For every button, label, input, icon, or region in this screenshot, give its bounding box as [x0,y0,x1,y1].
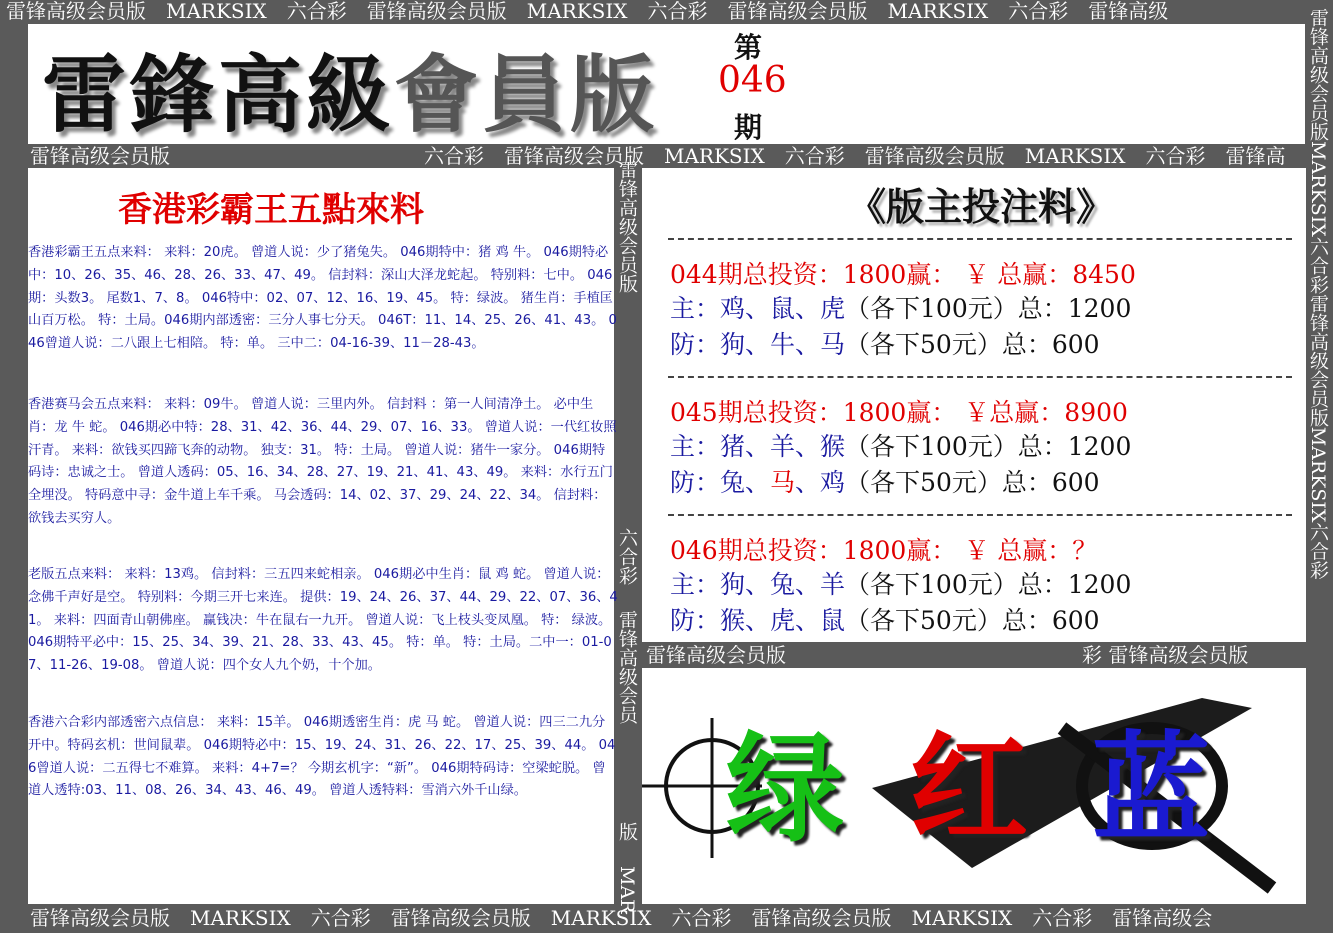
lower-banner-right: 彩 雷锋高级会员版 [1082,643,1249,667]
main-zodiacs: 鸡、鼠、虎 [720,294,846,323]
dashed-divider [668,376,1292,378]
center-vertical-banner-4: 版 [616,822,638,841]
dashed-divider [668,238,1292,240]
bet-guard-044 [670,330,1100,360]
bet-summary-044: 044期总投资：1800赢： ￥ 总赢：8450 [670,260,1136,289]
bet-summary-046: 046期总投资：1800赢： ￥ 总赢：？ [670,536,1098,565]
bottom-banner: 雷锋高级会员版 MARKSIX 六合彩 雷锋高级会员版 MARKSIX 六合彩 雷锋高级会员版 MARKSIX 六合彩 雷锋高级会 [30,906,1213,930]
center-vertical-banner-5: MAR [616,866,638,914]
guard-zodiacs-c: 、鸡 [795,468,846,497]
left-info-panel [28,168,618,904]
right-bet-panel [642,168,1306,642]
guard-label: 防： [670,330,721,359]
guard-zodiacs: 狗、牛、马 [720,330,846,359]
center-vertical-banner-3: 雷锋高级会员 [616,610,638,724]
bet-main-045 [670,432,1131,462]
right-panel-title: 《版主投注料》 [848,185,1115,229]
guard-stake: （各下50元）总：600 [845,330,1100,359]
mid-banner-left: 雷锋高级会员版 [30,144,510,168]
left-panel-title: 香港彩霸王五點來料 [118,190,424,230]
red-wave-glyph: 红 [910,720,1029,858]
blue-wave-glyph: 蓝 [1092,720,1211,858]
main-label: 主： [670,570,721,599]
right-vertical-banner: 雷锋高级会员版MARKSIX六合彩雷锋高级会员版MARKSIX六合彩 [1307,8,1329,580]
issue-prefix: 第 [734,31,763,64]
guard-label: 防： [670,468,721,497]
center-vertical-banner-2: 六合彩 [616,528,638,585]
bet-main-044 [670,294,1131,324]
title-part-b: 會員版 [394,46,659,144]
info-paragraph-3: 老版五点来料： 来料：13鸡。 信封料：三五四来蛇相亲。 046期必中生肖：鼠 鸡 蛇。 曾道人说：念佛千声好是空。 特别料：今期三开七来连。 提供：19、24、26、37、44、29、22、07、36、41。 来料：四面青山朝佛座。 赢钱决：牛在鼠右一九开。 曾道人说：飞上枝头变凤凰。 特： 绿波。 046期特平必中：15、25、34、39、21、28、33、43、45。 特：单。 特：土局。二中一：01-07、11-26、19-08。 曾道人说：四个女人九个奶，十个加。 [28,567,618,674]
issue-number: 046 [718,60,787,101]
main-zodiacs: 猪、羊、猴 [720,432,846,461]
guard-zodiacs: 猴、虎、鼠 [720,606,846,635]
guard-label: 防： [670,606,721,635]
bet-guard-046 [670,606,1100,636]
center-vertical-banner-1: 雷锋高级会员版 [616,160,638,293]
bet-main-046 [670,570,1131,600]
bet-summary-045: 045期总投资：1800赢： ￥总赢：8900 [670,398,1128,427]
main-label: 主： [670,294,721,323]
title-part-a: 雷鋒高級 [42,46,395,144]
page-title [42,28,658,149]
issue-suffix: 期 [734,111,763,144]
main-stake: （各下100元）总：1200 [845,294,1132,323]
bet-guard-045 [670,468,1100,498]
info-paragraph-2: 香港赛马会五点来料： 来料：09牛。 曾道人说：三里内外。 信封料 ：第一人间清净土。 必中生肖：龙 牛 蛇。 046期必中特：28、31、42、36、44、29、07、16、33。 曾道人说：一代红妆照汗青。 来料：欲钱买四蹄飞奔的动物。 独支：31。 特：土局。 曾道人说：猪牛一家分。 046期特码诗：忠诚之士。 曾道人透码：05、16、34、28、27、19、21、41、43、49。 来料：水行五门全埋没。 特码意中寻：金牛道上车千乘。 马会透码：14、02、37、29、24、22、34。 信封料：欲钱去买穷人。 [28,397,617,526]
dashed-divider [668,514,1292,516]
color-wave-panel [642,668,1306,904]
top-banner: 雷锋高级会员版 MARKSIX 六合彩 雷锋高级会员版 MARKSIX 六合彩 雷锋高级会员版 MARKSIX 六合彩 雷锋高级 [6,0,1169,23]
main-zodiacs: 狗、兔、羊 [720,570,846,599]
guard-stake: （各下50元）总：600 [845,468,1100,497]
lower-banner-left: 雷锋高级会员版 [646,643,786,667]
header-panel [28,24,1305,144]
guard-zodiacs-b: 马 [770,468,796,497]
main-label: 主： [670,432,721,461]
mid-banner-right: 六合彩 雷锋高级会员版 MARKSIX 六合彩 雷锋高级会员版 MARKSIX 六合彩 雷锋高 [424,144,1286,168]
green-wave-glyph: 绿 [726,720,845,858]
guard-zodiacs-a: 兔、 [720,468,771,497]
main-stake: （各下100元）总：1200 [845,570,1132,599]
guard-stake: （各下50元）总：600 [845,606,1100,635]
info-paragraph-4: 香港六合彩内部透密六点信息： 来料：15羊。 046期透密生肖：虎 马 蛇。 曾道人说：四三二九分开中。特码玄机：世间鼠辈。 046期特必中：15、19、24、31、26、22、17、25、39、44。 046曾道人说：二五得七不难算。 来料：4+7=？ 今期玄机字：“新”。 046期特码诗：空梁蛇脱。 曾道人透特:03、11、08、26、34、43、46、49。 曾道人透特料：雪消六外千山绿。 [28,715,616,799]
main-stake: （各下100元）总：1200 [845,432,1132,461]
info-paragraph-1: 香港彩霸王五点来料： 来料：20虎。 曾道人说：少了猪兔失。 046期特中：猪 鸡 牛。 046期特必中：10、26、35、46、28、26、33、47、49。 信封料：深山大泽龙蛇起。 特别料：七中。 046期：头数3。 尾数1、7、8。 046特中：02、07、12、16、19、45。 特：绿波。 猪生肖：手植匡山百万松。 特：土局。046期内部透密：三分人事七分天。 046T：11、14、25、26、41、43。 046曾道人说：二八跟上七相陪。 特：单。 三中二：04-16-39、11－28-43。 [28,245,617,352]
